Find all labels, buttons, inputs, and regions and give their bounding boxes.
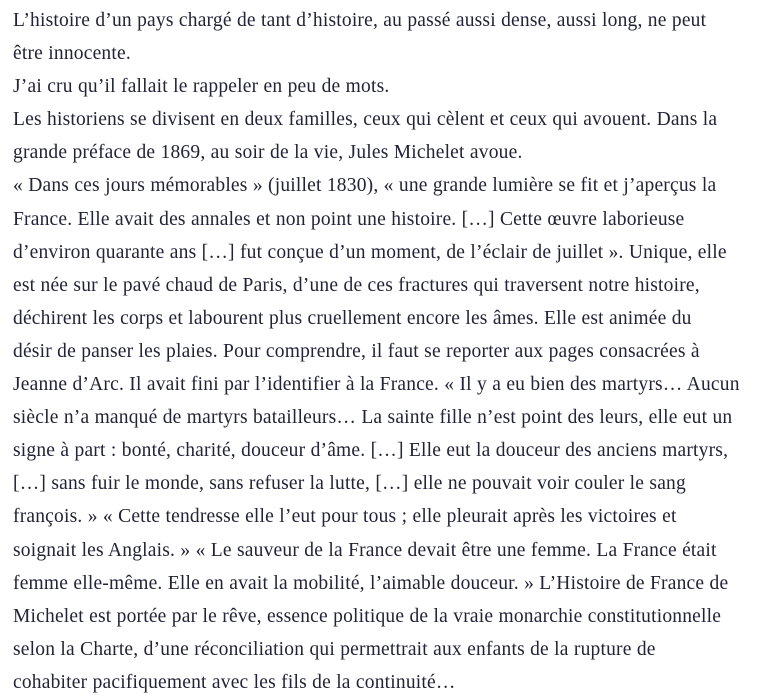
text-line: grande préface de 1869, au soir de la vie, Jules Michelet avoue.: [13, 142, 523, 164]
text-line: soignait les Anglais. » « Le sauveur de la France devait être une femme. La France était: [13, 539, 717, 561]
text-line: Michelet est portée par le rêve, essence politique de la vraie monarchie constitutionnelle: [13, 605, 722, 627]
text-line: Jeanne d’Arc. Il avait fini par l’identifier à la France. « Il y a eu bien des martyrs… Aucun: [13, 374, 740, 396]
document-body: [13, 4, 750, 699]
text-line: « Dans ces jours mémorables » (juillet 1830), « une grande lumière se fit et j’aperçus la: [13, 175, 717, 197]
paragraph: [13, 103, 750, 169]
text-line: France. Elle avait des annales et non point une histoire. […] Cette œuvre laborieuse: [13, 208, 685, 230]
text-line: signe à part : bonté, charité, douceur d’âme. […] Elle eut la douceur des anciens martyrs,: [13, 440, 729, 462]
text-line: cohabiter pacifiquement avec les fils de la continuité…: [13, 671, 456, 693]
text-line: L’histoire d’un pays chargé de tant d’histoire, au passé aussi dense, aussi long, ne peut: [13, 10, 707, 31]
text-line: être innocente.: [13, 43, 131, 65]
paragraph: [13, 169, 750, 699]
text-line: […] sans fuir le monde, sans refuser la lutte, […] elle ne pouvait voir couler le sang: [13, 473, 686, 495]
text-line: est née sur le pavé chaud de Paris, d’une de ces fractures qui traversent notre histoire,: [13, 274, 700, 296]
text-line: déchirent les corps et labourent plus cruellement encore les âmes. Elle est animée du: [13, 307, 692, 329]
paragraph: [13, 4, 750, 70]
text-line: femme elle-même. Elle en avait la mobilité, l’aimable douceur. » L’Histoire de France de: [13, 572, 729, 594]
paragraph: [13, 70, 750, 103]
text-line: désir de panser les plaies. Pour comprendre, il faut se reporter aux pages consacrées à: [13, 340, 700, 362]
text-line: françois. » « Cette tendresse elle l’eut pour tous ; elle pleurait après les victoires et: [13, 506, 677, 528]
text-line: selon la Charte, d’une réconciliation qui permettrait aux enfants de la rupture de: [13, 638, 656, 660]
text-line: J’ai cru qu’il fallait le rappeler en peu de mots.: [13, 76, 390, 98]
text-line: d’environ quarante ans […] fut conçue d’un moment, de l’éclair de juillet ». Unique, elle: [13, 241, 727, 263]
text-line: siècle n’a manqué de martyrs batailleurs… La sainte fille n’est point des leurs, elle eut un: [13, 407, 733, 429]
text-line: Les historiens se divisent en deux familles, ceux qui cèlent et ceux qui avouent. Dans la: [13, 109, 718, 131]
